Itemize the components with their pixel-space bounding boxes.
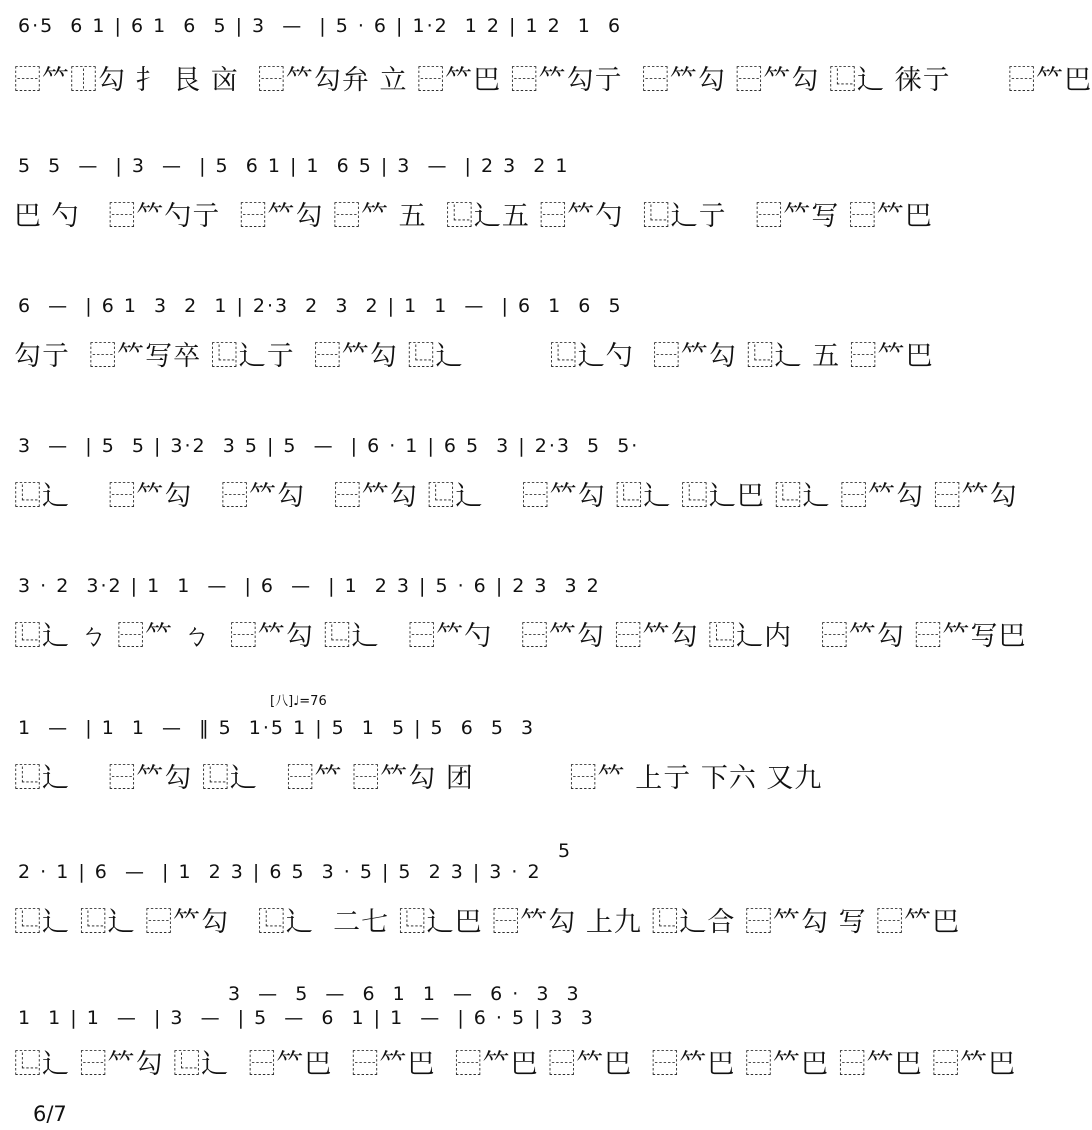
lyric-line: ⿺辶 ㄅ ⿱𥫗 ㄅ ⿱𥫗勾 ⿺辶 ⿱𥫗勺 ⿱𥫗勾 ⿱𥫗勾 ⿺辶内 ⿱𥫗勾 ⿱𥫗写巴: [14, 621, 1027, 652]
lyric-line: 勾亍 ⿱𥫗写卒 ⿺辶亍 ⿱𥫗勾 ⿺辶 ⿺辶勺 ⿱𥫗勾 ⿺辶 五 ⿱𥫗巴: [14, 341, 934, 372]
notation-line: 3 — | 5 5 | 3·2 3 5 | 5 — | 6 · 1 | 6 5 3 | 2·3 5 5·: [18, 435, 640, 457]
stacked-upper-line: 3 — 5 — 6 1 1 — 6 · 3 3: [228, 983, 581, 1005]
lyric-line: ⿺辶 ⿱𥫗勾 ⿺辶 ⿱𥫗巴 ⿱𥫗巴 ⿱𥫗巴 ⿱𥫗巴 ⿱𥫗巴 ⿱𥫗巴 ⿱𥫗巴 ⿱𥫗巴: [14, 1049, 1017, 1080]
notation-line: 1 1 | 1 — | 3 — | 5 — 6 1 | 1 — | 6 · 5 | 3 3: [18, 1007, 595, 1029]
lyric-line: ⿱𥫗⿰勾 扌 艮 㐫 ⿱𥫗勾弁 立 ⿱𥫗巴 ⿱𥫗勾亍 ⿱𥫗勾 ⿱𥫗勾 ⿺辶 徕亍 ⿱𥫗巴: [14, 65, 1092, 96]
notation-line: 1 — | 1 1 — ‖ 5 1·5 1 | 5 1 5 | 5 6 5 3: [18, 717, 536, 739]
lyric-line: 巴 勺 ⿱𥫗勺亍 ⿱𥫗勾 ⿱𥫗 五 ⿺辶五 ⿱𥫗勺 ⿺辶亍 ⿱𥫗写 ⿱𥫗巴: [14, 201, 933, 232]
stacked-note: 5: [558, 840, 571, 862]
notation-line: 3 · 2 3·2 | 1 1 — | 6 — | 1 2 3 | 5 · 6 | 2 3 3 2: [18, 575, 601, 597]
lyric-line: ⿺辶 ⿱𥫗勾 ⿱𥫗勾 ⿱𥫗勾 ⿺辶 ⿱𥫗勾 ⿺辶 ⿺辶巴 ⿺辶 ⿱𥫗勾 ⿱𥫗勾: [14, 481, 1018, 512]
lyric-line: ⿺辶 ⿱𥫗勾 ⿺辶 ⿱𥫗 ⿱𥫗勾 团 ⿱𥫗 上亍 下六 又九: [14, 763, 823, 794]
notation-line: 6·5 6 1 | 6 1 6 5 | 3 — | 5 · 6 | 1·2 1 2 | 1 2 1 6: [18, 15, 623, 37]
notation-line: 5 5 — | 3 — | 5 6 1 | 1 6 5 | 3 — | 2 3 2 1: [18, 155, 570, 177]
notation-line: 6 — | 6 1 3 2 1 | 2·3 2 3 2 | 1 1 — | 6 1 6 5: [18, 295, 623, 317]
lyric-line: ⿺辶 ⿺辶 ⿱𥫗勾 ⿺辶 二七 ⿺辶巴 ⿱𥫗勾 上九 ⿺辶合 ⿱𥫗勾 写 ⿱𥫗巴: [14, 907, 961, 938]
page-number: 6/7: [33, 1102, 67, 1126]
tempo-mark: [八]♩=76: [270, 694, 327, 709]
notation-line: 2 · 1 | 6 — | 1 2 3 | 6 5 3 · 5 | 5 2 3 | 3 · 2: [18, 861, 542, 883]
